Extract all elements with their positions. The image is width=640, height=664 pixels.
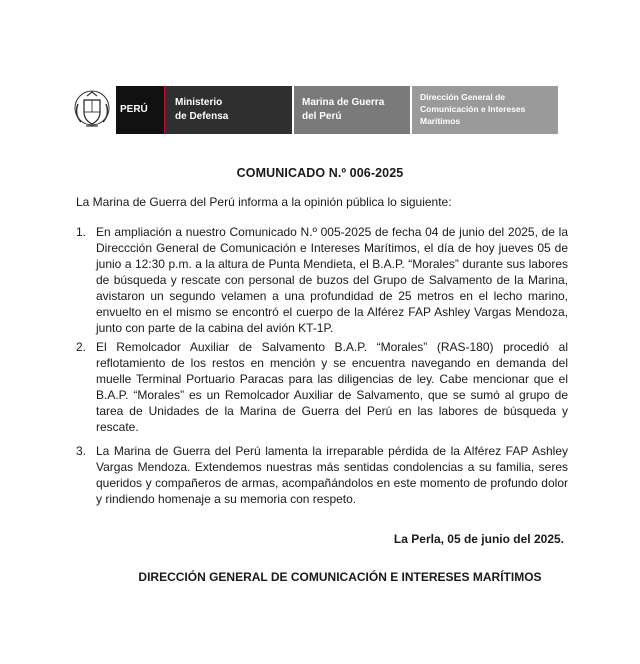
item-number: 1. [76, 225, 87, 239]
signature-directorate: DIRECCIÓN GENERAL DE COMUNICACIÓN E INTERESES MARÍTIMOS [138, 570, 542, 584]
ministry-label: Ministerio de Defensa [164, 86, 292, 134]
list-item [76, 339, 568, 435]
item-text: El Remolcador Auxiliar de Salvamento B.A.P. “Morales” (RAS-180) procedió al reflotamiento de los restos en mención y se encuentra navegando en demanda del muelle Terminal Portuario Paracas para las diligencias de ley. Cabe mencionar que el B.A.P. “Morales” es un Remolcador Auxiliar de Salvamento, que se sumó al grupo de tarea de Unidades de la Marina de Guerra del Perú en las labores de búsqueda y rescate. [96, 340, 568, 434]
institutional-header [68, 86, 558, 134]
navy-label: Marina de Guerra del Perú [294, 86, 410, 134]
item-number: 2. [76, 340, 87, 354]
directorate-label: Dirección General de Comunicación e Intereses Marítimos [412, 86, 558, 134]
place-date: La Perla, 05 de junio del 2025. [393, 532, 564, 546]
item-text: La Marina de Guerra del Perú lamenta la irreparable pérdida de la Alférez FAP Ashley Vargas Mendoza. Extendemos nuestras más sentidas condolencias a su familia, seres queridos y compañeros de armas, acompañándolos en este momento de profundo dolor y rindiendo homenaje a su memoria con respeto. [96, 444, 568, 506]
peru-coat-of-arms-icon [68, 86, 116, 134]
intro-paragraph: La Marina de Guerra del Perú informa a la opinión pública lo siguiente: [76, 195, 452, 209]
list-item [76, 443, 568, 507]
item-text: En ampliación a nuestro Comunicado N.º 005-2025 de fecha 04 de junio del 2025, de la Direccción General de Comunicación e Intereses Marítimos, el día de hoy jueves 05 de junio a 12:30 p.m. a la altura de Punta Mendieta, el B.A.P. “Morales” durante sus labores de búsqueda y rescate con personal de buzos del Grupo de Salvamento de la Marina, avistaron un segundo velamen a una profundidad de 25 metros en el lecho marino, envuelto en el mismo se encontró el cuerpo de la Alférez FAP Ashley Vargas Mendoza, junto con parte de la cabina del avión KT-1P. [96, 225, 568, 335]
item-number: 3. [76, 444, 87, 458]
list-item [76, 224, 568, 336]
document-title: COMUNICADO N.º 006-2025 [236, 166, 404, 180]
peru-label: PERÚ [116, 86, 164, 134]
